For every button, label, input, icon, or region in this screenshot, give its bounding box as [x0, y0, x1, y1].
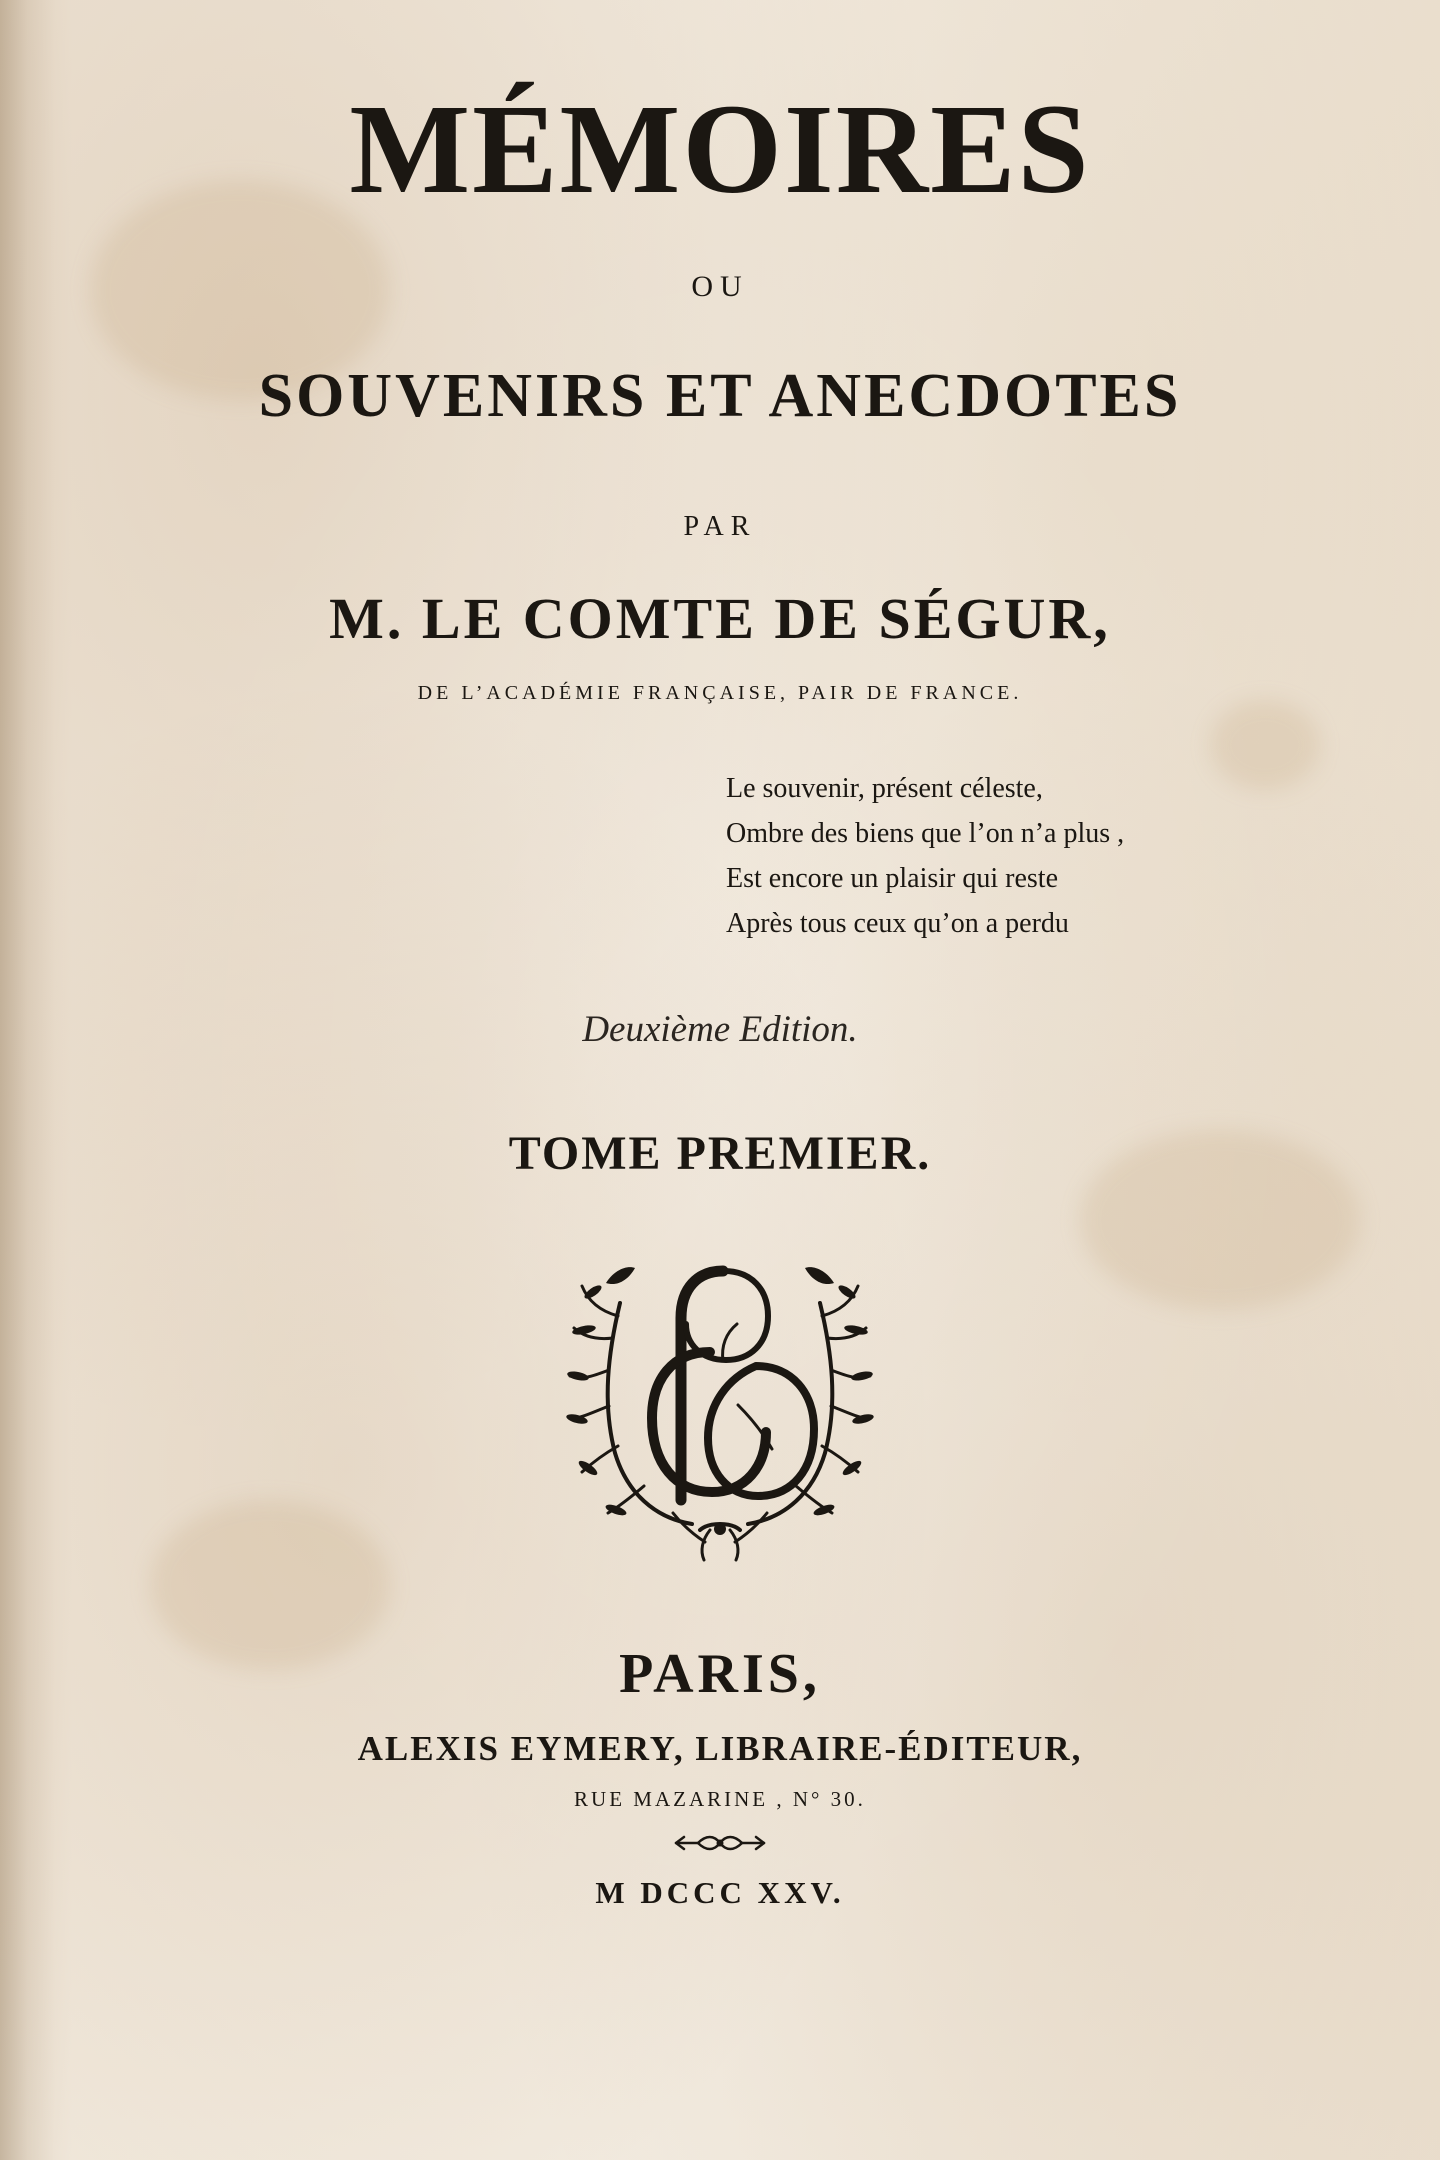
- author-name: M. LE COMTE DE SÉGUR,: [329, 586, 1111, 651]
- publication-year: M DCCC XXV.: [595, 1875, 845, 1910]
- book-title: MÉMOIRES: [349, 78, 1091, 220]
- epigraph: [726, 766, 1196, 946]
- title-connector: OU: [691, 270, 749, 303]
- by-line-prefix: PAR: [683, 511, 757, 542]
- epigraph-line-2: Ombre des biens que l’on n’a plus ,: [726, 818, 1125, 849]
- epigraph-line-3: Est encore un plaisir qui reste: [726, 863, 1059, 894]
- monogram-wreath-icon: [560, 1248, 880, 1568]
- page-shadow: [0, 0, 55, 2160]
- paper-stain: [150, 1500, 390, 1670]
- publisher-address: RUE MAZARINE , N° 30.: [574, 1787, 866, 1811]
- ornament-divider-icon: [668, 1832, 772, 1854]
- volume-label: TOME PREMIER.: [508, 1127, 932, 1180]
- epigraph-line-1: Le souvenir, présent céleste,: [726, 773, 1043, 804]
- publication-city: PARIS,: [619, 1643, 821, 1705]
- edition-note: Deuxième Edition.: [582, 1009, 858, 1050]
- paper-stain: [1210, 700, 1320, 790]
- author-affiliation: DE L’ACADÉMIE FRANÇAISE, PAIR DE FRANCE.: [417, 682, 1023, 704]
- publisher-name: ALEXIS EYMERY, LIBRAIRE-ÉDITEUR,: [357, 1729, 1083, 1768]
- book-subtitle: SOUVENIRS ET ANECDOTES: [258, 362, 1182, 430]
- epigraph-line-4: Après tous ceux qu’on a perdu: [726, 908, 1069, 939]
